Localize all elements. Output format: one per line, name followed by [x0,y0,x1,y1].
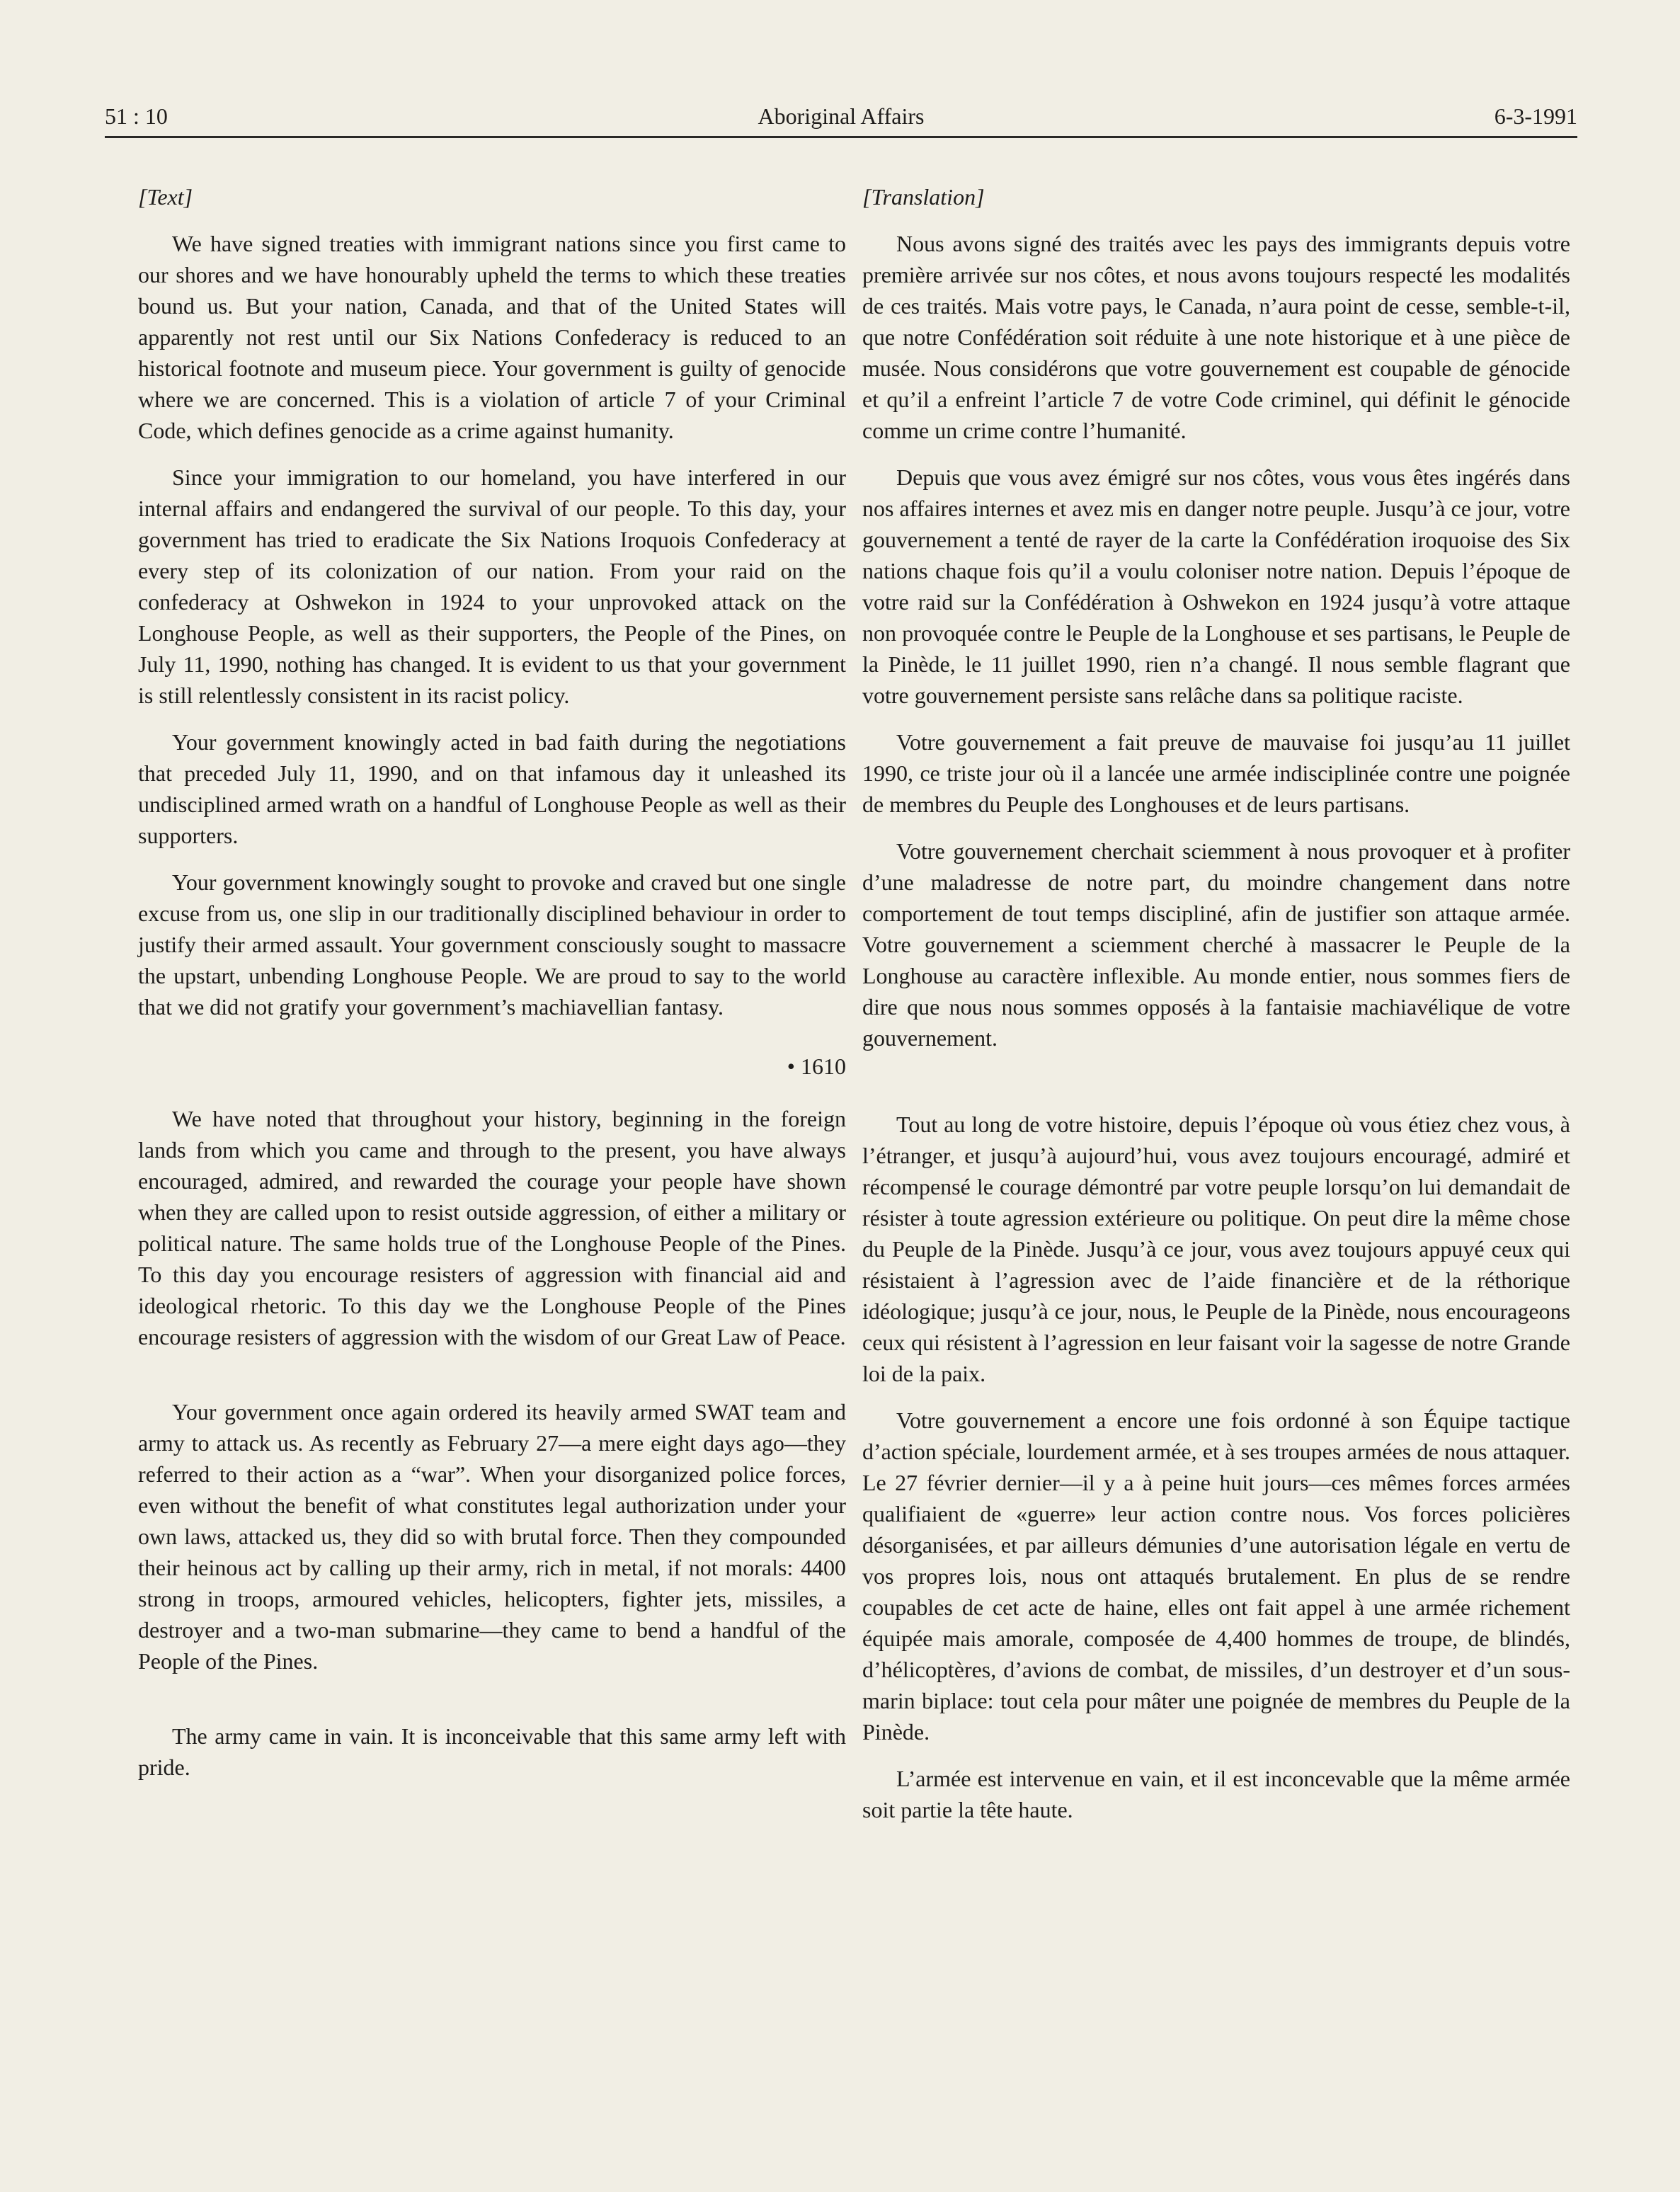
column-label: [Translation] [862,184,985,210]
page-header [105,103,1577,138]
paragraph: We have noted that throughout your history, beginning in the foreign lands from which you came and through to the present, you have always encouraged, admired, and rewarded the courage your people have shown when they are called upon to resist outside aggression, of either a military or political nature. The same holds true of the Longhouse People of the Pines. To this day you encourage resisters of aggression with financial aid and ideological rhetoric. To this day we the Longhouse People of the Pines encourage resisters of aggression with the wisdom of our Great Law of Peace. [138,1106,846,1349]
paragraph: Votre gouvernement a encore une fois ordonné à son Équipe tactique d’action spéciale, lourdement armée, et à ses troupes armées de nous attaquer. Le 27 février dernier—il y a à peine huit jours—ces mêmes forces armées qualifiaient de «guerre» leur action contre nous. Vos forces policières désorganisées, et par ailleurs démunies d’une autorisation légale en vertu de vos propres lois, nous ont attaqués brutalement. En plus de se rendre coupables de cet acte de haine, elles ont fait appel à une armée richement équipée mais amorale, composée de 4,400 hommes de troupe, de blindés, d’hélicoptères, d’avions de combat, de missiles, d’un destroyer et d’un sous-marin biplace: tout cela pour mâter une poignée de membres du Peuple de la Pinède. [862,1408,1570,1745]
paragraph: Your government knowingly sought to provoke and craved but one single excuse from us, one slip in our traditionally disciplined behaviour in order to justify their armed assault. Your government consciously sought to massacre the upstart, unbending Longhouse People. We are proud to say to the world that we did not gratify your government’s machiavellian fantasy. [138,869,846,1020]
issue-date: 6-3-1991 [1494,103,1577,129]
paragraph: Tout au long de votre histoire, depuis l’époque où vous étiez chez vous, à l’étranger, et jusqu’à aujourd’hui, vous avez toujours encouragé, admiré et récompensé le courage démontré par votre peuple lorsqu’on lui demandait de résister à toute agression extérieure ou politique. On peut dire la même chose du Peuple de la Pinède. Jusqu’à ce jour, vous avez toujours appuyé ceux qui résistaient à l’agression avec de l’aide financière et de la réthorique idéologique; jusqu’à ce jour, nous, le Peuple de la Pinède, nous encourageons ceux qui résistent à l’agression en leur faisant voir la sagesse de notre Grande loi de la paix. [862,1112,1570,1386]
french-column [862,181,1570,1825]
paragraph: Since your immigration to our homeland, you have interfered in our internal affairs and endangered the survival of our people. To this day, your government has tried to eradicate the Six Nations Iroquois Confederacy at every step of its colonization of our nation. From your raid on the confederacy at Oshwekon in 1924 to your unprovoked attack on the Longhouse People, as well as their supporters, the People of the Pines, on July 11, 1990, nothing has changed. It is evident to us that your government is still relentlessly consistent in its racist policy. [138,464,846,708]
paragraph: Your government knowingly acted in bad faith during the negotiations that preceded July 11, 1990, and on that infamous day it unleashed its undisciplined armed wrath on a handful of Longhouse People as well as their supporters. [138,729,846,848]
paragraph: Depuis que vous avez émigré sur nos côtes, vous vous êtes ingérés dans nos affaires internes et avez mis en danger notre peuple. Jusqu’à ce jour, votre gouvernement a tenté de rayer de la carte la Confédération iroquoise des Six nations chaque fois qu’il a voulu coloniser notre nation. Depuis l’époque de votre raid sur la Confédération à Oshwekon en 1924 jusqu’à votre attaque non provoquée contre le Peuple de la Longhouse et ses partisans, le Peuple de la Pinède, le 11 juillet 1990, rien n’a changé. Il nous semble flagrant que votre gouvernement persiste sans relâche dans sa politique raciste. [862,464,1570,708]
paragraph: The army came in vain. It is inconceivable that this same army left with pride. [138,1723,846,1780]
paragraph: Votre gouvernement cherchait sciemment à nous provoquer et à profiter d’une maladresse de notre part, du moindre changement dans notre comportement de tout temps discipliné, afin de justifier son attaque armée. Votre gouvernement a sciemment cherché à massacrer le Peuple de la Longhouse au caractère inflexible. Au monde entier, nous sommes fiers de dire que nous nous sommes opposés à la fantaisie machiavélique de votre gouvernement. [862,838,1570,1051]
page-number: 51 : 10 [105,103,168,129]
time-marker: • 1610 [787,1054,846,1079]
paragraph: Nous avons signé des traités avec les pays des immigrants depuis votre première arrivée sur nos côtes, et nous avons toujours respecté les modalités de ces traités. Mais votre pays, le Canada, n’aura point de cesse, semble-t-il, que notre Confédération soit réduite à une note historique et à une pièce de musée. Nous considérons que votre gouvernement est coupable de génocide et qu’il a enfreint l’article 7 de votre Code criminel, qui définit le génocide comme un crime contre l’humanité. [862,231,1570,443]
column-label: [Text] [138,184,193,210]
paragraph: L’armée est intervenue en vain, et il est inconcevable que la même armée soit partie la tête haute. [862,1766,1570,1822]
paragraph: Votre gouvernement a fait preuve de mauvaise foi jusqu’au 11 juillet 1990, ce triste jour où il a lancée une armée indisciplinée contre une poignée de membres du Peuple des Longhouses et de leurs partisans. [862,729,1570,817]
english-column [138,181,846,1783]
paragraph: Your government once again ordered its heavily armed SWAT team and army to attack us. As recently as February 27—a mere eight days ago—they referred to their action as a “war”. When your disorganized police forces, even without the benefit of what constitutes legal authorization under your own laws, attacked us, they did so with brutal force. Then they compounded their heinous act by calling up their army, rich in metal, if not morals: 4400 strong in troops, armoured vehicles, helicopters, fighter jets, missiles, a destroyer and a two-man submarine—they came to bend a handful of the People of the Pines. [138,1399,846,1674]
publication-title: Aboriginal Affairs [758,103,925,129]
paragraph: We have signed treaties with immigrant nations since you first came to our shores and we have honourably upheld the terms to which these treaties bound us. But your nation, Canada, and that of the United States will apparently not rest until our Six Nations Confederacy is reduced to an historical footnote and museum piece. Your government is guilty of genocide where we are concerned. This is a violation of article 7 of your Criminal Code, which defines genocide as a crime against humanity. [138,231,846,443]
